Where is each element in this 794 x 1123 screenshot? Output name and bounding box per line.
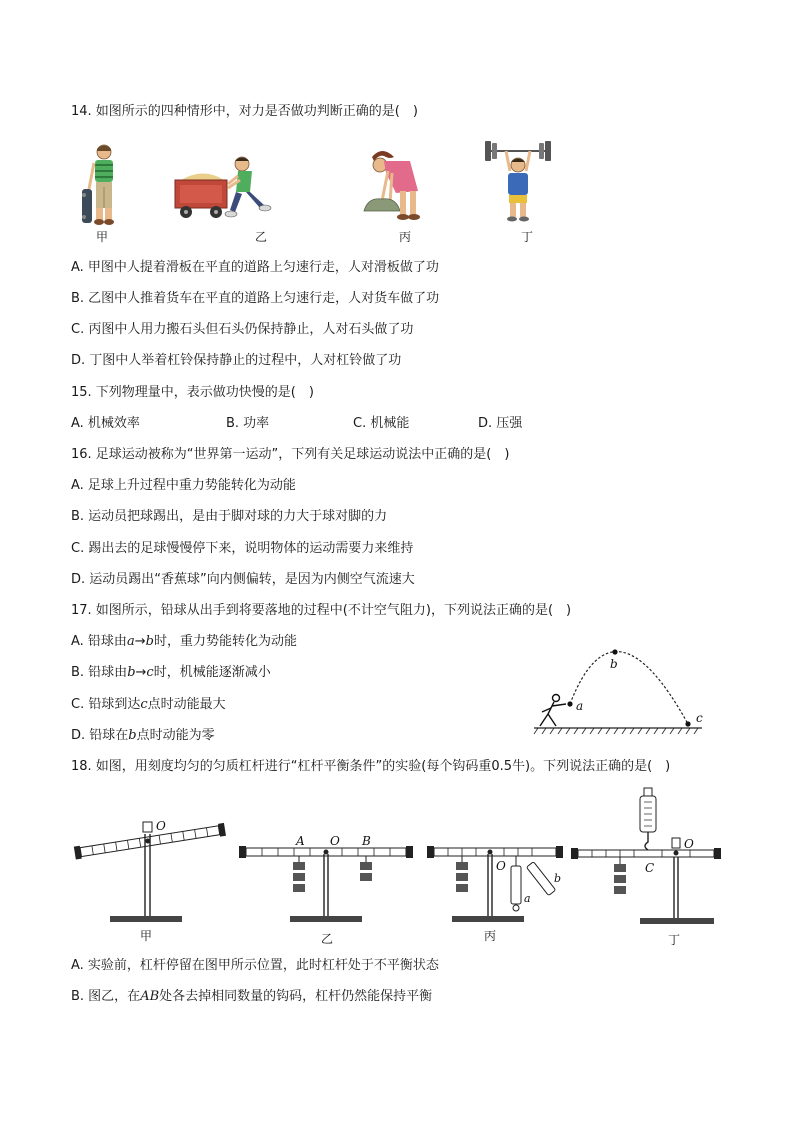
option-suffix: 时，机械能逐渐减小 xyxy=(153,665,271,680)
q14-figure-jia xyxy=(80,143,126,227)
option-suffix: 点时动能最大 xyxy=(147,697,226,712)
label-a: a xyxy=(524,892,531,905)
q18-label-yi: 乙 xyxy=(321,932,334,946)
label-A: A xyxy=(296,834,305,848)
q18-option-a: A. 实验前，杠杆停留在图甲所示位置，此时杠杆处于不平衡状态 xyxy=(71,958,439,973)
q15-stem: 15. 下列物理量中，表示做功快慢的是( ) xyxy=(71,385,314,400)
point-c xyxy=(685,721,690,726)
label-a: a xyxy=(576,699,584,713)
option-prefix: D. 铅球在 xyxy=(71,728,129,743)
q18-option-b xyxy=(71,988,432,1006)
q14-figure-bing xyxy=(360,147,436,223)
label-C: C xyxy=(645,861,655,875)
label-c: c xyxy=(696,711,703,725)
var-a: a xyxy=(126,634,135,649)
var-c: c xyxy=(146,665,154,680)
arrow: → xyxy=(135,665,147,680)
pivot-label: O xyxy=(330,834,340,848)
q15-option-b: B. 功率 xyxy=(226,416,270,431)
q18-label-bing: 丙 xyxy=(484,929,497,943)
q14-label-ding: 丁 xyxy=(521,230,534,244)
q14-option-a: A. 甲图中人提着滑板在平直的道路上匀速行走，人对滑板做了功 xyxy=(71,260,439,275)
var-AB: AB xyxy=(140,989,160,1004)
option-prefix: B. 铅球由 xyxy=(71,665,128,680)
var-b: b xyxy=(145,634,154,649)
q14-figure-ding xyxy=(482,137,554,223)
option-suffix: 处各去掉相同数量的钩码，杠杆仍然能保持平衡 xyxy=(159,989,433,1004)
option-prefix: A. 铅球由 xyxy=(71,634,127,649)
option-prefix: B. 图乙，在 xyxy=(71,989,141,1004)
thrower-figure xyxy=(540,695,566,727)
label-b: b xyxy=(554,872,562,885)
arrow: → xyxy=(134,634,146,649)
label-b: b xyxy=(610,657,618,671)
q14-stem: 14. 如图所示的四种情形中，对力是否做功判断正确的是( ) xyxy=(71,104,418,119)
q18-figure-ding xyxy=(568,786,724,928)
q16-stem: 16. 足球运动被称为“世界第一运动”，下列有关足球运动说法中正确的是( ) xyxy=(71,447,510,462)
point-b xyxy=(612,649,617,654)
q15-option-d: D. 压强 xyxy=(478,416,523,431)
q14-label-jia: 甲 xyxy=(96,230,109,244)
q17-option-d xyxy=(71,727,215,745)
option-prefix: C. 铅球到达 xyxy=(71,697,141,712)
pivot-label: O xyxy=(496,859,506,873)
q18-stem: 18. 如图，用刻度均匀的匀质杠杆进行“杠杆平衡条件”的实验(每个钩码重0.5牛)。下列说法正确的是( ) xyxy=(71,759,671,774)
option-suffix: 点时动能为零 xyxy=(136,728,215,743)
trajectory-curve xyxy=(570,652,688,724)
var-b: b xyxy=(127,665,136,680)
q15-option-a: A. 机械效率 xyxy=(71,416,140,431)
q18-label-jia: 甲 xyxy=(140,929,153,943)
point-a xyxy=(567,701,572,706)
q14-label-bing: 丙 xyxy=(399,230,412,244)
q18-figure-yi xyxy=(232,832,420,928)
q18-figure-bing xyxy=(424,832,570,928)
q17-option-b xyxy=(71,664,271,682)
q16-option-d: D. 运动员踢出“香蕉球”向内侧偏转，是因为内侧空气流速大 xyxy=(71,572,415,587)
q14-option-d: D. 丁图中人举着杠铃保持静止的过程中，人对杠铃做了功 xyxy=(71,353,402,368)
var-b: b xyxy=(128,728,137,743)
q14-option-c: C. 丙图中人用力搬石头但石头仍保持静止，人对石头做了功 xyxy=(71,322,414,337)
option-suffix: 时，重力势能转化为动能 xyxy=(153,634,297,649)
label-B: B xyxy=(362,834,371,848)
q17-trajectory-figure xyxy=(532,640,712,736)
q14-option-b: B. 乙图中人推着货车在平直的道路上匀速行走，人对货车做了功 xyxy=(71,291,440,306)
q16-option-b: B. 运动员把球踢出，是由于脚对球的力大于球对脚的力 xyxy=(71,509,388,524)
q18-figure-jia xyxy=(72,810,228,928)
q17-stem: 17. 如图所示，铅球从出手到将要落地的过程中(不计空气阻力)，下列说法正确的是( ) xyxy=(71,603,572,618)
q18-label-ding: 丁 xyxy=(668,933,681,947)
q16-option-a: A. 足球上升过程中重力势能转化为动能 xyxy=(71,478,296,493)
q17-option-a xyxy=(71,633,297,651)
q14-figure-yi xyxy=(172,152,276,222)
pivot-label: O xyxy=(684,837,694,851)
q15-option-c: C. 机械能 xyxy=(353,416,410,431)
q14-label-yi: 乙 xyxy=(255,230,268,244)
q17-option-c xyxy=(71,696,226,714)
var-c: c xyxy=(140,697,148,712)
q16-option-c: C. 踢出去的足球慢慢停下来，说明物体的运动需要力来维持 xyxy=(71,541,414,556)
pivot-label: O xyxy=(156,819,166,833)
